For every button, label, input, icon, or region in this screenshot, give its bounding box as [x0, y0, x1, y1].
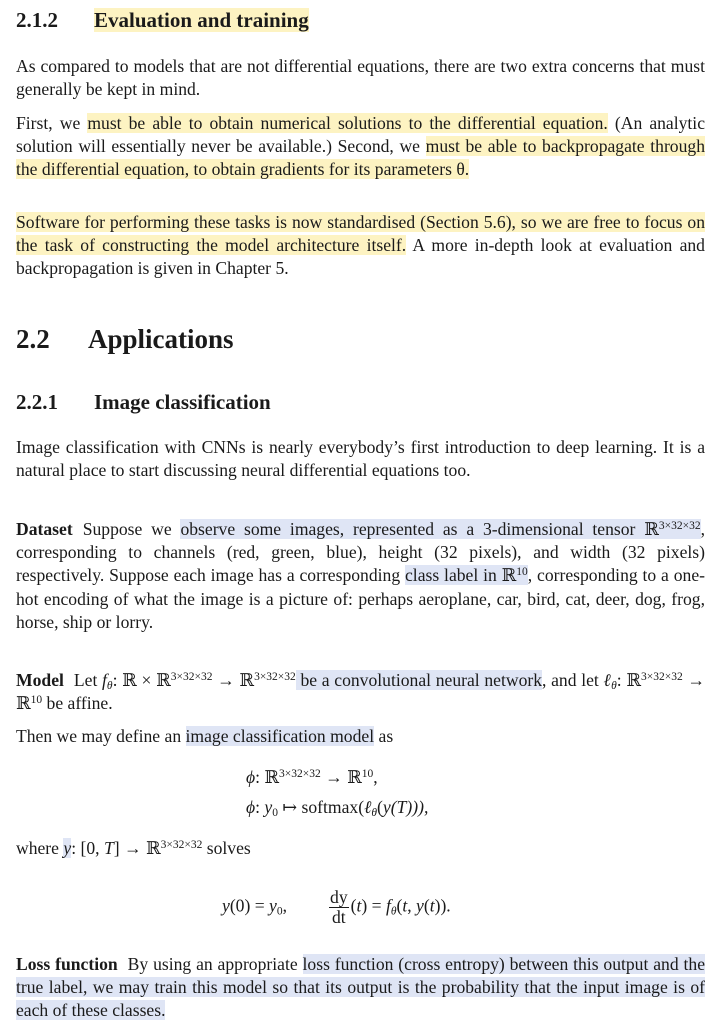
model-heading: Model: [16, 670, 64, 690]
highlight-observe-images: observe some images, represented as a 3-dimensional tensor ℝ$^{3\times 32\times 32}$: [180, 519, 701, 539]
heading-2-2-1: [16, 389, 705, 415]
equation-phi-domain: ϕ: ℝ$^{3\times 32\times 32}$ → ℝ$^{10}$,: [246, 767, 378, 787]
highlight-software-standardised: Software for performing these tasks is now standardised (Section 5.6), so we are free to focus on the task of constructing the model architecture itself.: [16, 212, 705, 256]
section-title: Image classification: [94, 390, 271, 414]
section-title: Applications: [88, 324, 234, 354]
paragraph-first-second: First, we must be able to obtain numerical solutions to the differential equation. (An analytic solution will essentially never be available.) Second, we must be able to backpropagate through the differential equation, to obtain gradients for its parameters θ.: [16, 113, 705, 180]
paragraph-where-y-solves: where y: [0, T] → ℝ$^{3\times 32\times 32}$ solves: [16, 838, 251, 858]
section-title: Evaluation and training: [94, 8, 309, 32]
highlight-cnn: be a convolutional neural network: [295, 670, 543, 690]
section-number: 2.1.2: [16, 8, 58, 32]
highlight-loss-function: loss function (cross entropy) between this output and the true label, we may train this model so that its output is the probability that the input image is of each of these classes.: [16, 954, 706, 1021]
equation-phi-softmax: ϕ: $y_0$ ↦ softmax(ℓ$_\theta$(y(T))),: [246, 797, 429, 819]
paragraph-define-model: Then we may define an image classification model as: [16, 726, 394, 746]
dataset-heading: Dataset: [16, 519, 73, 539]
highlight-numerical-solutions: must be able to obtain numerical solutions to the differential equation.: [87, 113, 608, 133]
paragraph-image-classification-intro: Image classification with CNNs is nearly everybody’s first introduction to deep learning. It is a natural place to start discussing neural differential equations too.: [16, 437, 705, 481]
paragraph-software: Software for performing these tasks is now standardised (Section 5.6), so we are free to focus on the task of constructing the model architecture itself. A more in-depth look at evaluation and backpropagation is given in Chapter 5.: [16, 212, 705, 279]
paragraph-loss-function: Loss function By using an appropriate loss function (cross entropy) between this output and the true label, we may train this model so that its output is the probability that the input image is of each of these classes.: [16, 954, 706, 1021]
paragraph-model: Model Let $f_\theta$: ℝ × ℝ$^{3\times 32\times 32}$ → ℝ$^{3\times 32\times 32}$ be a convolutional neural network, and let ℓ$_\theta$: ℝ$^{3\times 32\times 32}$ → ℝ$^{10}$ be affine.: [16, 670, 706, 714]
highlight-backpropagate: must be able to backpropagate through the differential equation, to obtain gradients for its parameters θ.: [16, 136, 705, 180]
paragraph-dataset: Dataset Suppose we observe some images, represented as a 3-dimensional tensor ℝ$^{3\times 32\times 32}$, corresponding to channels (red, green, blue), height (32 pixels), and width (32 pixels) respectively. Suppose each image has a corresponding class label in ℝ$^{10}$, corresponding to a one-hot encoding of what the image is a picture of: perhaps aeroplane, car, bird, cat, deer, dog, frog, horse, ship or lorry.: [16, 519, 705, 632]
section-number: 2.2: [16, 324, 50, 354]
highlight-class-label: class label in ℝ$^{10}$: [405, 565, 528, 586]
paragraph-extra-concerns: As compared to models that are not differential equations, there are two extra concerns that must generally be kept in mind.: [16, 56, 705, 100]
section-number: 2.2.1: [16, 390, 58, 414]
heading-2-1-2: [16, 7, 705, 33]
highlight-y-symbol: y: [63, 838, 72, 858]
highlight-image-classification-model: image classification model: [185, 726, 375, 746]
loss-heading: Loss function: [16, 954, 118, 974]
derivative-fraction: $\frac{dy}{dt}$: [330, 887, 348, 927]
equation-ode: $y(0) = y_0$, $\frac{dy}{dt}$ $(t) = f_\theta(t$, y(t)).: [222, 887, 451, 927]
paper-page: [16, 0, 705, 1027]
heading-2-2: [16, 323, 705, 355]
